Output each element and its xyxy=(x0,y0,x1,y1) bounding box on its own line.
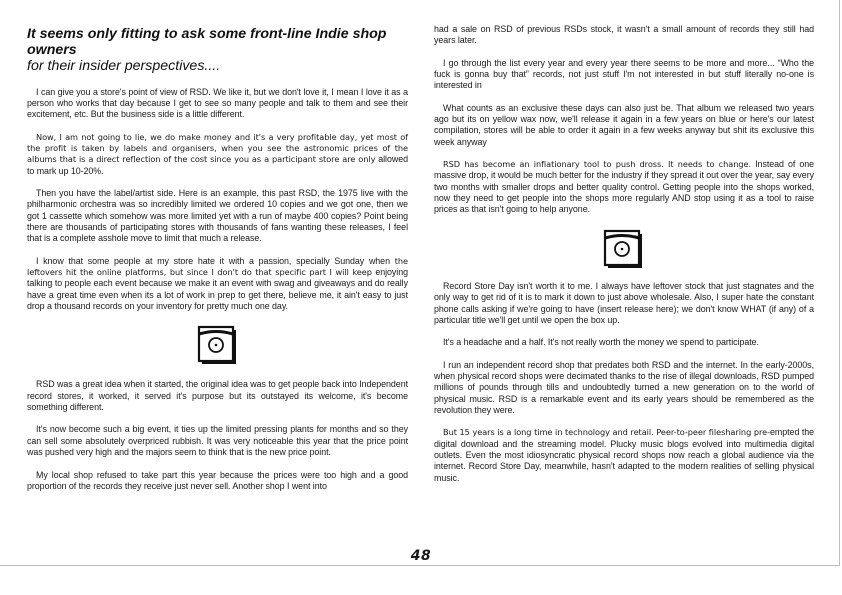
paragraph-text: Instead of one massive drop, it would be much better for the industry if they spread it out over the year, say every two months with smaller drops and better quality control. Getting people into the shops worked, now they need to get people into the shops more regularly AND stop using it as a tool to raise prices as that isn't going to help anyone. xyxy=(434,159,814,215)
highlighted-text: Now, I am not going to lie, we do make money and it's a very profitable day, yet most of the profit is taken by labels and organisers, when you see the astronomic prices of the albums that is a direct reflection of the cost since you as a participant store are only xyxy=(27,131,408,165)
page-number: 48 xyxy=(410,548,432,564)
highlighted-text: RSD has become an inflationary tool to push dross. It needs to change. xyxy=(443,159,752,170)
paragraph: I run an independent record shop that predates both RSD and the internet. In the early-2000s, when physical record shops were decimated thanks to the rise of illegal downloads, RSD pumped millions of pounds through tills and undoubtedly turned a new generation on to the world of physical music. RSD is a remarkable event and its early years should be remembered as the revolution they were. xyxy=(434,359,814,415)
paragraph: My local shop refused to take part this year because the prices were too high and a good proportion of the records they receive just never sell. Another shop I went into xyxy=(27,469,408,491)
paragraph xyxy=(27,256,408,313)
article-heading xyxy=(27,26,408,75)
heading-line-2: for their insider perspectives.... xyxy=(27,58,221,75)
paragraph: It's a headache and a half. It's not really worth the money we spend to participate. xyxy=(443,337,759,348)
paragraph xyxy=(27,132,408,177)
paragraph: What counts as an exclusive these days can also just be. That album we released two years ago but its on yellow wax now, we'll release it again in a few years on blue or here's our latest compilation, stores will be able to order it again in a few weeks anyway but shit its exclusive this week anyway xyxy=(434,102,814,147)
paragraph xyxy=(434,159,814,216)
paragraph-text: enjoying talking to people each event because we make it an event with swag and giveaways and do really have a great time even when its a lot of work in prep to get there, believe me, it ain't easy to just drop a thousand records on your inventory for pretty much one day. xyxy=(27,267,408,312)
highlighted-text: the leftovers hit the online platforms, but since I don't do that specific part I will keep xyxy=(27,255,408,278)
right-column xyxy=(434,24,814,495)
paragraph: I can give you a store's point of view of RSD. We like it, but we don't love it, I mean I love it as a person who works that day because I get to see so many people and talk to them and see their excitement, etc. But the business side is a little different. xyxy=(27,86,408,120)
record-sleeve-icon xyxy=(196,323,240,367)
paragraph: I go through the list every year and every year there seems to be more and more... “Who the fuck is gonna buy that” records, not just stuff I'm not interested in but stuff literally no-one is interested in xyxy=(434,57,814,91)
paragraph: had a sale on RSD of previous RSDs stock, it wasn't a small amount of records they still had years later. xyxy=(434,24,814,46)
heading-line-1: It seems only fitting to ask some front-line Indie shop owners xyxy=(27,26,387,59)
record-sleeve-icon xyxy=(602,227,646,271)
paragraph-text: empted the digital download and the streaming model. Plucky music blogs evolved into multimedia digital outlets. Even the most idiosyncratic physical record shops now reach a global audience via the internet. Record Store Day, meanwhile, hasn't adapted to the modern realities of selling physical music. xyxy=(434,427,815,483)
paragraph-text: allowed to mark up 10-20%. xyxy=(27,154,408,176)
paragraph: It's now become such a big event, it ties up the limited pressing plants for months and so they can sell some absolutely overpriced rubbish. It was very noticeable this year that the price point was pushed very high and the majors seem to think that is the new price point. xyxy=(27,424,408,458)
paragraph xyxy=(434,427,814,484)
highlighted-text: But 15 years is a long time in technology and retail. Peer-to-peer filesharing pre- xyxy=(443,427,771,438)
paragraph: Record Store Day isn't worth it to me. I always have leftover stock that just stagnates and the only way to get rid of it is to mark it down to just above wholesale. Also, I super hate the constant phone calls asking if we're going to have (insert release here); we don't know WHAT (if any) of a particular title we'll get until we open the box up. xyxy=(434,280,814,325)
left-column xyxy=(27,24,408,503)
paragraph-text: I know that some people at my store hate it with a passion, specially Sunday when xyxy=(36,255,395,266)
paragraph: Then you have the label/artist side. Here is an example, this past RSD, the 1975 live with the philharmonic orchestra was so incredibly limited we ordered 10 copies and we got one, then we got 1 cassette which somehow was more limited yet with a run of maybe 400 copies? Point being there are thousands of participating stores with thousands of fans wanting these releases, I feel that is a complete asshole move to limit that much a release. xyxy=(27,188,408,244)
paragraph: RSD was a great idea when it started, the original idea was to get people back into Independent record stores, it worked, it served it's purpose but its outstayed its welcome, it's become something different. xyxy=(27,379,408,413)
